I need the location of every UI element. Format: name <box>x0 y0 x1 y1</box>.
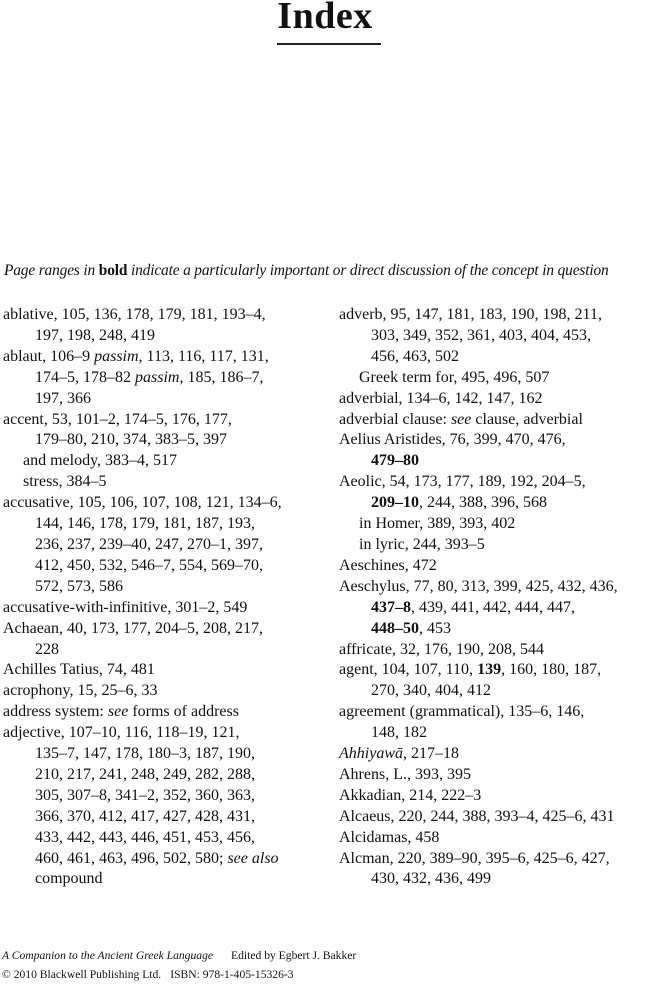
index-entry-continuation <box>3 577 325 598</box>
italic-text: Ahhiyawā <box>339 745 403 762</box>
index-entry <box>3 723 325 744</box>
index-entry <box>339 765 649 786</box>
index-entry-continuation <box>3 744 325 765</box>
index-entry <box>3 493 325 514</box>
index-subentry <box>339 368 649 389</box>
index-entry <box>3 598 325 619</box>
footer-line-1 <box>2 947 356 966</box>
entry-text: Alcman, 220, 389–90, 395–6, 425–6, 427, <box>339 850 610 867</box>
index-entry-continuation <box>3 786 325 807</box>
entry-text: 144, 146, 178, 179, 181, 187, 193, <box>35 515 255 532</box>
bold-page-range: 437–8 <box>371 599 411 616</box>
entry-text: acrophony, 15, 25–6, 33 <box>3 682 158 699</box>
index-entry <box>3 681 325 702</box>
entry-text: , 453 <box>419 620 451 637</box>
index-subentry <box>339 535 649 556</box>
entry-text: agreement (grammatical), 135–6, 146, <box>339 703 584 720</box>
index-entry-continuation <box>3 640 325 661</box>
index-entry-continuation <box>3 765 325 786</box>
entry-text: adverbial, 134–6, 142, 147, 162 <box>339 390 543 407</box>
index-entry <box>3 305 325 326</box>
entry-text: 456, 463, 502 <box>371 348 459 365</box>
entry-text: and melody, 383–4, 517 <box>23 452 177 469</box>
entry-text: Aeolic, 54, 173, 177, 189, 192, 204–5, <box>339 473 586 490</box>
entry-text: 366, 370, 412, 417, 427, 428, 431, <box>35 808 255 825</box>
index-subentry <box>339 514 649 535</box>
entry-text: Aeschines, 472 <box>339 557 437 574</box>
index-entry-continuation <box>339 619 649 640</box>
index-entry <box>339 305 649 326</box>
index-entry <box>339 660 649 681</box>
entry-text: Aelius Aristides, 76, 399, 470, 476, <box>339 431 566 448</box>
index-entry-continuation <box>339 326 649 347</box>
index-entry-continuation <box>3 849 325 870</box>
bold-page-range: 139 <box>477 661 501 678</box>
footer-line-2 <box>2 966 356 984</box>
index-entry <box>339 786 649 807</box>
entry-text: 433, 442, 443, 446, 451, 453, 456, <box>35 829 255 846</box>
title-underline <box>277 43 381 45</box>
entry-text: Achaean, 40, 173, 177, 204–5, 208, 217, <box>3 620 263 637</box>
index-column-left <box>3 305 325 890</box>
index-subentry <box>3 472 325 493</box>
italic-text: see also <box>227 850 278 867</box>
index-entry <box>339 744 649 765</box>
entry-text: forms of address <box>128 703 239 720</box>
index-entry <box>3 410 325 431</box>
entry-text: in lyric, 244, 393–5 <box>359 536 485 553</box>
entry-text: Greek term for, 495, 496, 507 <box>359 369 549 386</box>
italic-text: see <box>108 703 128 720</box>
entry-text: 430, 432, 436, 499 <box>371 870 491 887</box>
note-suffix: indicate a particularly important or direct discussion of the concept in question <box>127 262 608 279</box>
index-entry-continuation <box>3 430 325 451</box>
index-entry-continuation <box>3 807 325 828</box>
index-entry <box>339 702 649 723</box>
entry-text: , 244, 388, 396, 568 <box>419 494 547 511</box>
italic-text: passim <box>135 369 179 386</box>
entry-text: accusative, 105, 106, 107, 108, 121, 134–6, <box>3 494 282 511</box>
bold-page-range: 448–50 <box>371 620 419 637</box>
index-entry <box>339 828 649 849</box>
entry-text: , 160, 180, 187, <box>501 661 601 678</box>
entry-text: stress, 384–5 <box>23 473 107 490</box>
footer-editor: Edited by Egbert J. Bakker <box>231 949 356 962</box>
entry-text: , 185, 186–7, <box>179 369 263 386</box>
index-entry <box>3 347 325 368</box>
entry-text: 236, 237, 239–40, 247, 270–1, 397, <box>35 536 263 553</box>
footer-isbn: ISBN: 978-1-405-15326-3 <box>170 968 293 981</box>
index-entry-continuation <box>3 535 325 556</box>
bold-page-range: 479–80 <box>371 452 419 469</box>
index-entry-continuation <box>339 869 649 890</box>
entry-text: , 439, 441, 442, 444, 447, <box>411 599 575 616</box>
bold-page-range: 209–10 <box>371 494 419 511</box>
entry-text: adjective, 107–10, 116, 118–19, 121, <box>3 724 240 741</box>
index-entry <box>3 702 325 723</box>
index-entry-continuation <box>3 514 325 535</box>
entry-text: address system: <box>3 703 108 720</box>
index-entry-continuation <box>3 828 325 849</box>
entry-text: clause, adverbial <box>471 411 583 428</box>
entry-text: 303, 349, 352, 361, 403, 404, 453, <box>371 327 591 344</box>
index-entry-continuation <box>3 556 325 577</box>
entry-text: Akkadian, 214, 222–3 <box>339 787 481 804</box>
index-entry-continuation <box>339 598 649 619</box>
entry-text: Ahrens, L., 393, 395 <box>339 766 471 783</box>
entry-text: Aeschylus, 77, 80, 313, 399, 425, 432, 436, <box>339 578 618 595</box>
entry-text: adverbial clause: <box>339 411 451 428</box>
index-entry-continuation <box>339 681 649 702</box>
footer-copyright: © 2010 Blackwell Publishing Ltd. <box>2 968 161 981</box>
entry-text: ablaut, 106–9 <box>3 348 94 365</box>
index-subentry <box>3 451 325 472</box>
entry-text: 179–80, 210, 374, 383–5, 397 <box>35 431 227 448</box>
entry-text: adverb, 95, 147, 181, 183, 190, 198, 211, <box>339 306 602 323</box>
entry-text: 174–5, 178–82 <box>35 369 135 386</box>
index-column-right <box>339 305 649 890</box>
page-title: Index <box>0 0 650 38</box>
entry-text: compound <box>35 870 103 887</box>
index-entry <box>339 389 649 410</box>
index-entry <box>339 430 649 451</box>
entry-text: accent, 53, 101–2, 174–5, 176, 177, <box>3 411 232 428</box>
italic-text: see <box>451 411 471 428</box>
footer-book-title: A Companion to the Ancient Greek Language <box>2 949 213 962</box>
index-entry <box>3 660 325 681</box>
index-note <box>4 262 650 280</box>
index-entry-continuation <box>3 368 325 389</box>
index-entry-continuation <box>339 723 649 744</box>
index-entry <box>339 640 649 661</box>
entry-text: 148, 182 <box>371 724 427 741</box>
index-entry-continuation <box>3 389 325 410</box>
entry-text: 460, 461, 463, 496, 502, 580; <box>35 850 227 867</box>
entry-text: 197, 198, 248, 419 <box>35 327 155 344</box>
page-footer <box>2 947 356 984</box>
entry-text: 305, 307–8, 341–2, 352, 360, 363, <box>35 787 255 804</box>
entry-text: ablative, 105, 136, 178, 179, 181, 193–4, <box>3 306 266 323</box>
index-entry <box>339 849 649 870</box>
index-entry <box>339 807 649 828</box>
note-prefix: Page ranges in <box>4 262 99 279</box>
entry-text: in Homer, 389, 393, 402 <box>359 515 515 532</box>
entry-text: 228 <box>35 641 59 658</box>
entry-text: accusative-with-infinitive, 301–2, 549 <box>3 599 247 616</box>
italic-text: passim <box>94 348 138 365</box>
entry-text: Achilles Tatius, 74, 481 <box>3 661 155 678</box>
entry-text: 135–7, 147, 178, 180–3, 187, 190, <box>35 745 255 762</box>
note-bold-word: bold <box>99 262 128 279</box>
entry-text: affricate, 32, 176, 190, 208, 544 <box>339 641 544 658</box>
entry-text: 210, 217, 241, 248, 249, 282, 288, <box>35 766 255 783</box>
index-entry-continuation <box>339 347 649 368</box>
index-entry-continuation <box>339 493 649 514</box>
entry-text: 197, 366 <box>35 390 91 407</box>
index-entry-continuation <box>3 869 325 890</box>
index-entry <box>339 556 649 577</box>
entry-text: 412, 450, 532, 546–7, 554, 569–70, <box>35 557 263 574</box>
index-entry <box>339 577 649 598</box>
entry-text: 270, 340, 404, 412 <box>371 682 491 699</box>
entry-text: Alcidamas, 458 <box>339 829 439 846</box>
entry-text: agent, 104, 107, 110, <box>339 661 477 678</box>
index-entry <box>339 410 649 431</box>
index-entry-continuation <box>3 326 325 347</box>
index-entry-continuation <box>339 451 649 472</box>
entry-text: Alcaeus, 220, 244, 388, 393–4, 425–6, 431 <box>339 808 615 825</box>
index-entry <box>339 472 649 493</box>
entry-text: , 113, 116, 117, 131, <box>139 348 269 365</box>
entry-text: 572, 573, 586 <box>35 578 123 595</box>
index-entry <box>3 619 325 640</box>
entry-text: , 217–18 <box>403 745 459 762</box>
